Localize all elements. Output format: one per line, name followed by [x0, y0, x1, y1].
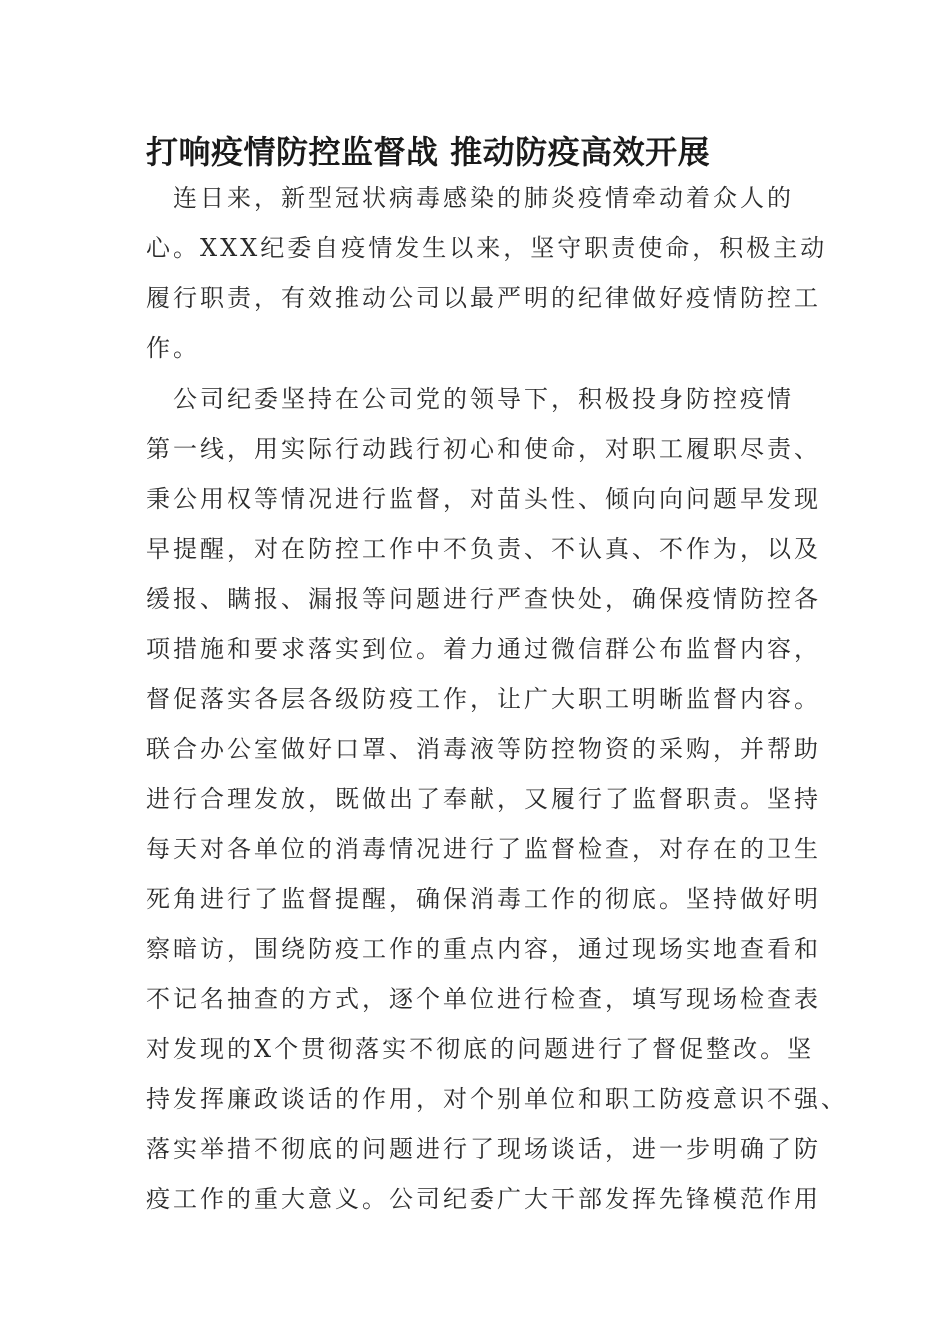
paragraph-2-line-8: 联合办公室做好口罩、消毒液等防控物资的采购，并帮助 [146, 735, 821, 763]
paragraph-2-line-14: 对发现的X个贯彻落实不彻底的问题进行了督促整改。坚 [146, 1035, 815, 1063]
paragraph-2-line-17: 疫工作的重大意义。公司纪委广大干部发挥先锋模范作用 [146, 1185, 821, 1213]
paragraph-2-line-15: 持发挥廉政谈话的作用，对个别单位和职工防疫意识不强、 [146, 1085, 848, 1113]
paragraph-2-line-4: 早提醒，对在防控工作中不负责、不认真、不作为，以及 [146, 535, 821, 563]
paragraph-1-line-2: 心。XXX纪委自疫情发生以来，坚守职责使命，积极主动 [146, 234, 828, 262]
paragraph-2-line-13: 不记名抽查的方式，逐个单位进行检查，填写现场检查表 [146, 985, 821, 1013]
paragraph-2-line-1: 公司纪委坚持在公司党的领导下，积极投身防控疫情 [146, 385, 794, 413]
paragraph-2-line-11: 死角进行了监督提醒，确保消毒工作的彻底。坚持做好明 [146, 885, 821, 913]
paragraph-2-line-16: 落实举措不彻底的问题进行了现场谈话，进一步明确了防 [146, 1135, 821, 1163]
paragraph-1-line-1: 连日来，新型冠状病毒感染的肺炎疫情牵动着众人的 [146, 184, 794, 212]
paragraph-1-line-3: 履行职责，有效推动公司以最严明的纪律做好疫情防控工 [146, 284, 821, 312]
paragraph-2-line-5: 缓报、瞒报、漏报等问题进行严查快处，确保疫情防控各 [146, 585, 821, 613]
paragraph-1-line-4: 作。 [146, 334, 200, 362]
paragraph-2-line-6: 项措施和要求落实到位。着力通过微信群公布监督内容， [146, 635, 821, 663]
paragraph-2-line-7: 督促落实各层各级防疫工作，让广大职工明晰监督内容。 [146, 685, 821, 713]
paragraph-2-line-3: 秉公用权等情况进行监督，对苗头性、倾向向问题早发现 [146, 485, 821, 513]
paragraph-2-line-2: 第一线，用实际行动践行初心和使命，对职工履职尽责、 [146, 435, 821, 463]
paragraph-2-line-10: 每天对各单位的消毒情况进行了监督检查，对存在的卫生 [146, 835, 821, 863]
paragraph-2-line-9: 进行合理发放，既做出了奉献，又履行了监督职责。坚持 [146, 785, 821, 813]
paragraph-2-line-12: 察暗访，围绕防疫工作的重点内容，通过现场实地查看和 [146, 935, 821, 963]
document-title: 打响疫情防控监督战 推动防疫高效开展 [146, 133, 711, 171]
